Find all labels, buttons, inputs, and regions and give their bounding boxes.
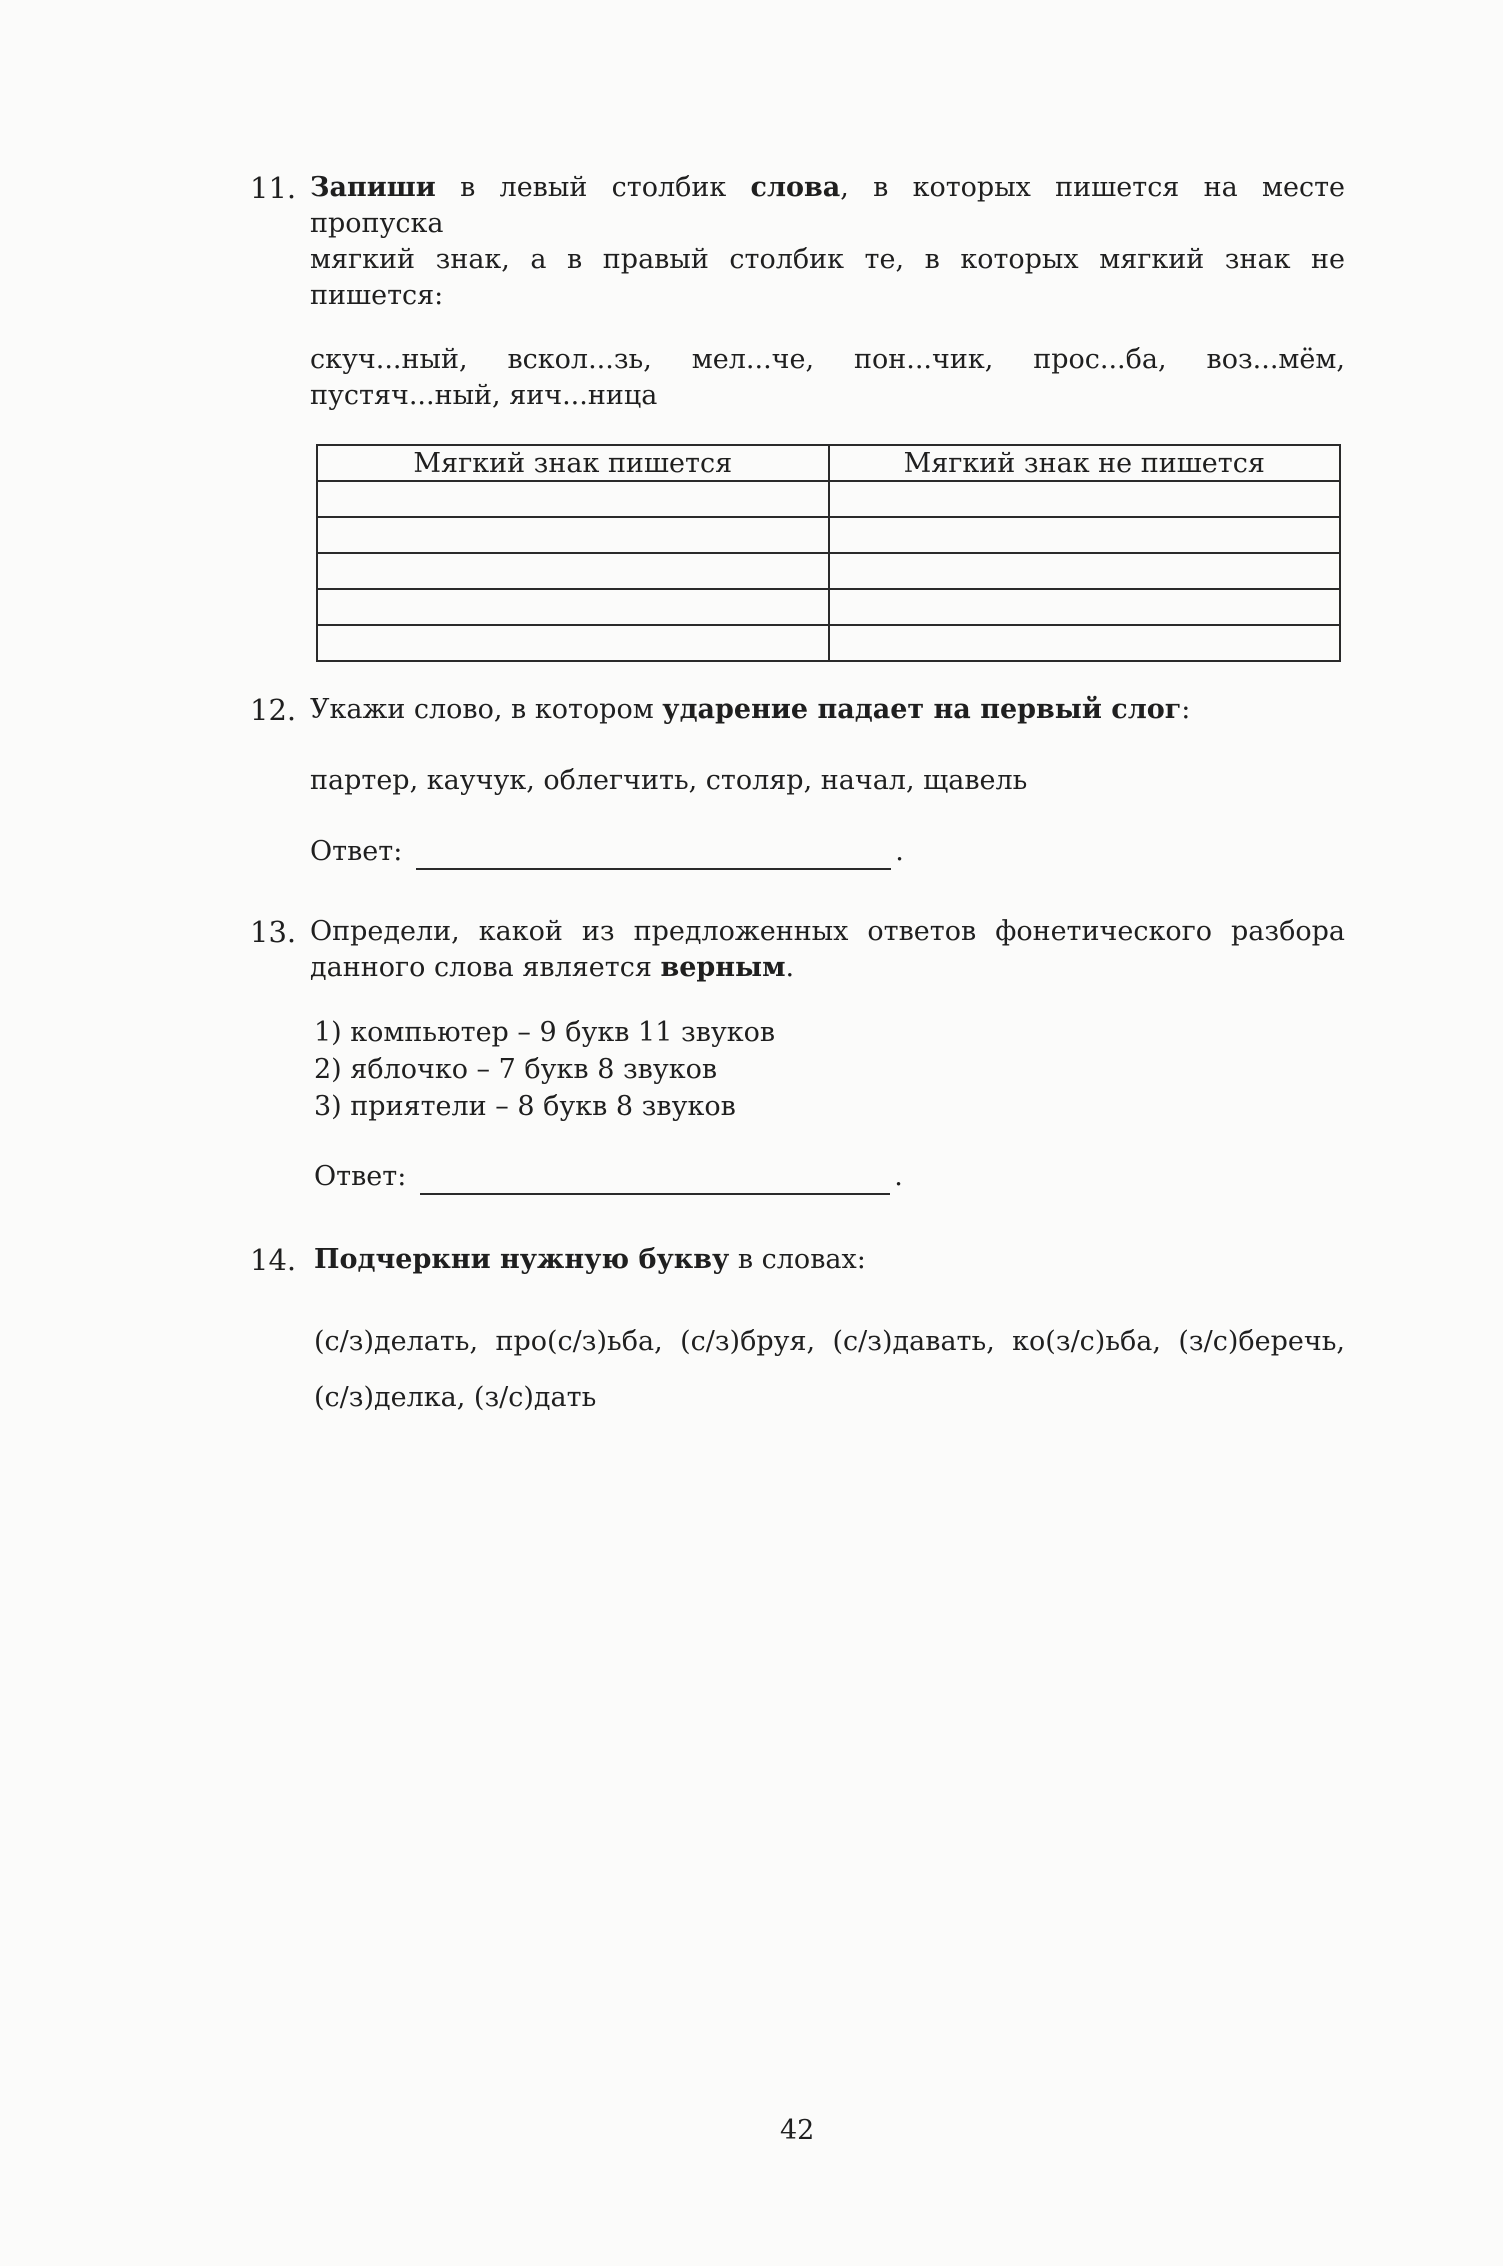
task-number: 11. <box>250 171 297 205</box>
table-cell[interactable] <box>317 625 829 661</box>
word-list: партер, каучук, облегчить, столяр, начал, щавель <box>310 765 1028 796</box>
answer-label: Ответ: <box>310 836 403 867</box>
task-13 <box>250 914 1345 1195</box>
table-cell[interactable] <box>317 517 829 553</box>
list-item: 1) компьютер – 9 букв 11 звуков <box>314 1017 776 1048</box>
table-cell[interactable] <box>829 625 1341 661</box>
column-header: Мягкий знак пишется <box>317 445 829 481</box>
answer-table <box>316 444 1341 662</box>
table-cell[interactable] <box>317 553 829 589</box>
task-instruction: Определи, какой из предложенных ответов фонетического разбора данного слова является верным. <box>310 916 1345 983</box>
answer-field[interactable] <box>416 840 891 870</box>
task-instruction: Укажи слово, в котором ударение падает на первый слог: <box>310 694 1191 725</box>
list-item: 3) приятели – 8 букв 8 звуков <box>314 1091 736 1122</box>
emphasis: слова <box>750 172 841 203</box>
task-12 <box>250 692 1345 870</box>
emphasis: Запиши <box>310 172 436 203</box>
page-number: 42 <box>780 2115 815 2146</box>
word-list: скуч...ный, вскол...зь, мел...че, пон...чик, прос...ба, воз...мём, пустяч...ный, яич...ница <box>310 344 1345 411</box>
task-number: 13. <box>250 915 297 949</box>
task-14 <box>250 1242 1345 1426</box>
table-cell[interactable] <box>829 553 1341 589</box>
table-cell[interactable] <box>829 481 1341 517</box>
emphasis: верным <box>660 952 786 983</box>
task-11 <box>250 170 1345 662</box>
emphasis: Подчеркни нужную букву <box>314 1244 730 1275</box>
table-row <box>317 625 1340 661</box>
column-header: Мягкий знак не пишется <box>829 445 1341 481</box>
table-row <box>317 553 1340 589</box>
table-row <box>317 481 1340 517</box>
answer-field[interactable] <box>420 1165 890 1195</box>
list-item: 2) яблочко – 7 букв 8 звуков <box>314 1054 718 1085</box>
table-cell[interactable] <box>829 589 1341 625</box>
options-list <box>250 1014 1345 1125</box>
table-row <box>317 589 1340 625</box>
task-instruction: Подчеркни нужную букву в словах: <box>314 1244 866 1275</box>
answer-label: Ответ: <box>314 1161 407 1192</box>
emphasis: ударение падает на первый слог <box>662 694 1182 725</box>
table-cell[interactable] <box>317 589 829 625</box>
task-instruction: Запиши в левый столбик слова, в которых пишется на месте пропуска мягкий знак, а в правый столбик те, в которых мягкий знак не пишется: <box>310 172 1345 311</box>
word-list: (с/з)делать, про(с/з)ьба, (с/з)бруя, (с/з)давать, ко(з/с)ьба, (з/с)беречь, (с/з)делка, (з/с)дать <box>314 1326 1345 1413</box>
table-row <box>317 517 1340 553</box>
answer-line: Ответ: . <box>310 834 1345 870</box>
answer-line: Ответ: . <box>314 1159 1345 1195</box>
task-number: 12. <box>250 693 297 727</box>
table-cell[interactable] <box>317 481 829 517</box>
table-cell[interactable] <box>829 517 1341 553</box>
task-number: 14. <box>250 1243 297 1277</box>
